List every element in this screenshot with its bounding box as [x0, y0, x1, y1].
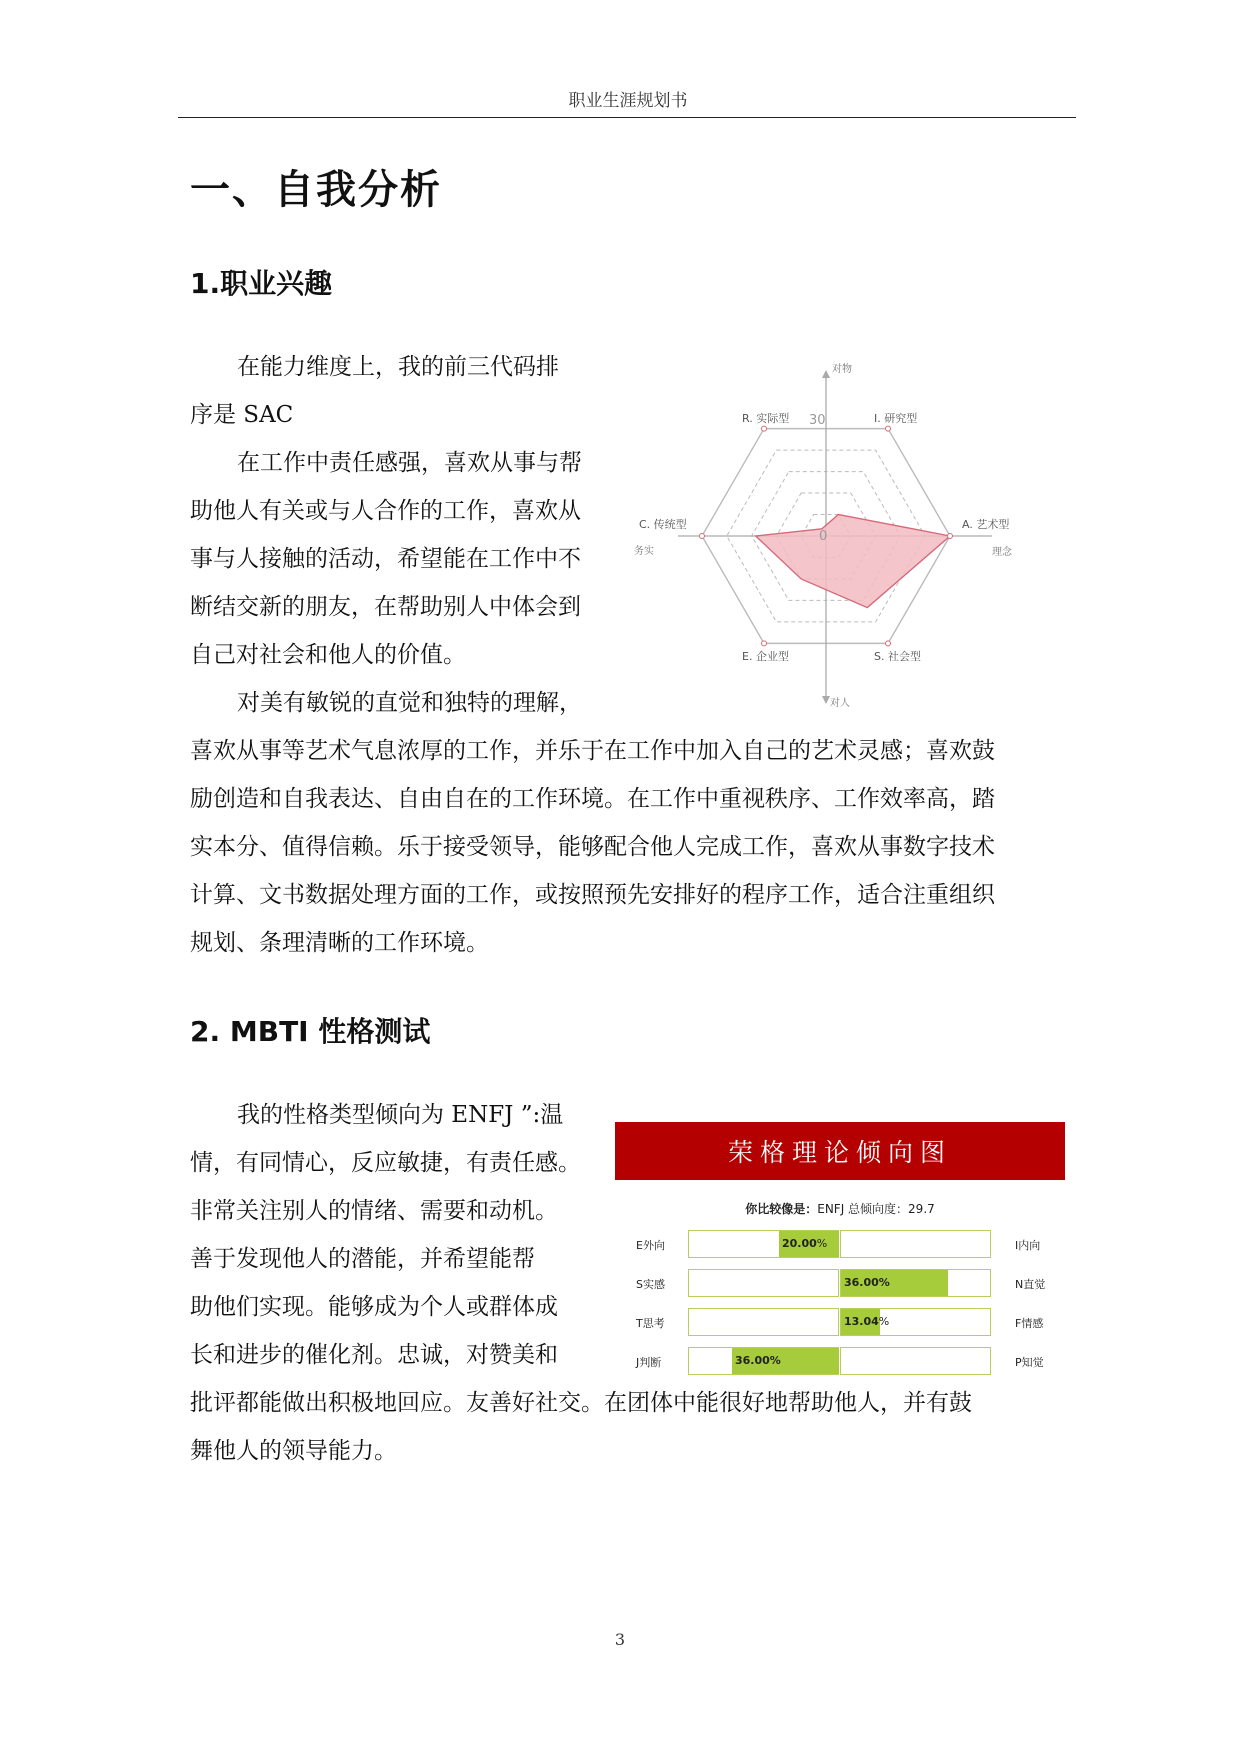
interest-paragraph-3	[190, 679, 1060, 967]
radar-vertex-marker	[886, 426, 891, 431]
text-line: 在工作中责任感强，喜欢从事与帮	[237, 450, 582, 476]
interest-radar-chart	[630, 358, 1030, 718]
mbti-percentage-symbol: %	[878, 1315, 890, 1328]
interest-paragraph-1	[190, 343, 610, 439]
mbti-track	[688, 1308, 992, 1336]
mbti-left-label: E外向	[636, 1239, 665, 1252]
radar-vertex-marker	[762, 641, 767, 646]
mbti-row	[615, 1230, 1065, 1260]
label-conventional: C. 传统型	[639, 518, 687, 531]
mbti-percentage-symbol: %	[816, 1237, 828, 1250]
mbti-percentage-number: 36.00%	[735, 1354, 781, 1367]
text-line: 对美有敏锐的直觉和独特的理解，	[237, 690, 582, 716]
mbti-track-right	[840, 1230, 991, 1258]
mbti-right-label: F情感	[1015, 1317, 1044, 1330]
axis-arrow-down	[822, 696, 830, 704]
subsection-heading-mbti: 2. MBTI 性格测试	[190, 1015, 431, 1048]
radar-vertex-marker	[948, 534, 953, 539]
axis-arrow-up	[822, 370, 830, 378]
radar-svg	[630, 358, 1030, 718]
subsection-heading-interest: 1.职业兴趣	[190, 267, 333, 300]
mbti-left-label: J判断	[636, 1356, 662, 1369]
text-line: 非常关注别人的情绪、需要和动机。	[190, 1198, 558, 1224]
mbti-percentage	[735, 1354, 781, 1367]
mbti-row	[615, 1308, 1065, 1338]
label-realistic: R. 实际型	[742, 412, 790, 425]
mbti-row	[615, 1347, 1065, 1377]
page-number: 3	[614, 1630, 626, 1649]
text-line: 规划、条理清晰的工作环境。	[190, 930, 489, 956]
mbti-percentage-number: 20.00	[782, 1237, 817, 1250]
label-enterprising: E. 企业型	[742, 650, 789, 663]
text-line: 助他们实现。能够成为个人或群体成	[190, 1294, 558, 1320]
radar-vertex-marker	[886, 641, 891, 646]
mbti-track-right	[840, 1347, 991, 1375]
mbti-percentage-number: 13.04	[844, 1315, 879, 1328]
text-line: 情，有同情心，反应敏捷，有责任感。	[190, 1150, 581, 1176]
summary-value: ENFJ 总倾向度：29.7	[817, 1202, 935, 1216]
axis-label-bottom: 对人	[830, 698, 850, 709]
text-line: 长和进步的催化剂。忠诚，对赞美和	[190, 1342, 558, 1368]
mbti-row	[615, 1269, 1065, 1299]
label-artistic: A. 艺术型	[962, 518, 1010, 531]
mbti-percentage-number: 36.00%	[844, 1276, 890, 1289]
mbti-track-left	[688, 1308, 839, 1336]
mbti-track	[688, 1347, 992, 1375]
mbti-right-label: P知觉	[1015, 1356, 1044, 1369]
text-line: 自己对社会和他人的价值。	[190, 642, 466, 668]
mbti-right-label: N直觉	[1015, 1278, 1046, 1291]
mbti-right-label: I内向	[1015, 1239, 1041, 1252]
text-line: 励创造和自我表达、自由自在的工作环境。在工作中重视秩序、工作效率高，踏	[190, 786, 995, 812]
mbti-left-label: S实感	[636, 1278, 665, 1291]
text-line: 在能力维度上，我的前三代码排	[237, 354, 559, 380]
mbti-track-left	[688, 1269, 839, 1297]
text-line: 舞他人的领导能力。	[190, 1438, 397, 1464]
text-line: 我的性格类型倾向为 ENFJ ”:温	[237, 1102, 564, 1128]
label-investigative: I. 研究型	[874, 412, 918, 425]
label-social: S. 社会型	[874, 650, 921, 663]
text-line: 善于发现他人的潜能，并希望能帮	[190, 1246, 535, 1272]
axis-label-top: 对物	[832, 364, 852, 375]
text-line: 喜欢从事等艺术气息浓厚的工作，并乐于在工作中加入自己的艺术灵感；喜欢鼓	[190, 738, 995, 764]
text-line: 计算、文书数据处理方面的工作，或按照预先安排好的程序工作，适合注重组织	[190, 882, 995, 908]
header-rule	[178, 117, 1076, 118]
mbti-left-label: T思考	[636, 1317, 665, 1330]
text-line: 断结交新的朋友，在帮助别人中体会到	[190, 594, 581, 620]
radar-vertex-marker	[762, 426, 767, 431]
mbti-track	[688, 1269, 992, 1297]
scale-zero-label: 0	[819, 529, 828, 544]
scale-max-label: 30	[809, 413, 826, 428]
text-line: 助他人有关或与人合作的工作，喜欢从	[190, 498, 581, 524]
text-line: 序是 SAC	[190, 402, 294, 428]
mbti-summary	[615, 1200, 1065, 1217]
axis-label-right: 理念	[992, 547, 1012, 558]
section-heading: 一、自我分析	[190, 167, 442, 213]
axis-label-left: 务实	[634, 546, 654, 557]
text-line: 批评都能做出积极地回应。友善好社交。在团体中能很好地帮助他人，并有鼓	[190, 1390, 972, 1416]
mbti-paragraph	[190, 1091, 590, 1379]
mbti-tendency-chart	[615, 1122, 1065, 1382]
mbti-percentage	[844, 1276, 890, 1289]
mbti-paragraph-continued	[190, 1379, 1060, 1475]
text-line: 事与人接触的活动，希望能在工作中不	[190, 546, 581, 572]
mbti-percentage	[782, 1237, 827, 1250]
mbti-percentage	[844, 1315, 889, 1328]
interest-paragraph-2	[190, 439, 610, 679]
page-header: 职业生涯规划书	[568, 91, 688, 111]
mbti-banner: 荣格理论倾向图	[615, 1122, 1065, 1180]
radar-vertex-marker	[700, 534, 705, 539]
mbti-track	[688, 1230, 992, 1258]
text-line: 实本分、值得信赖。乐于接受领导，能够配合他人完成工作，喜欢从事数字技术	[190, 834, 995, 860]
summary-prefix: 你比较像是：	[745, 1202, 818, 1216]
